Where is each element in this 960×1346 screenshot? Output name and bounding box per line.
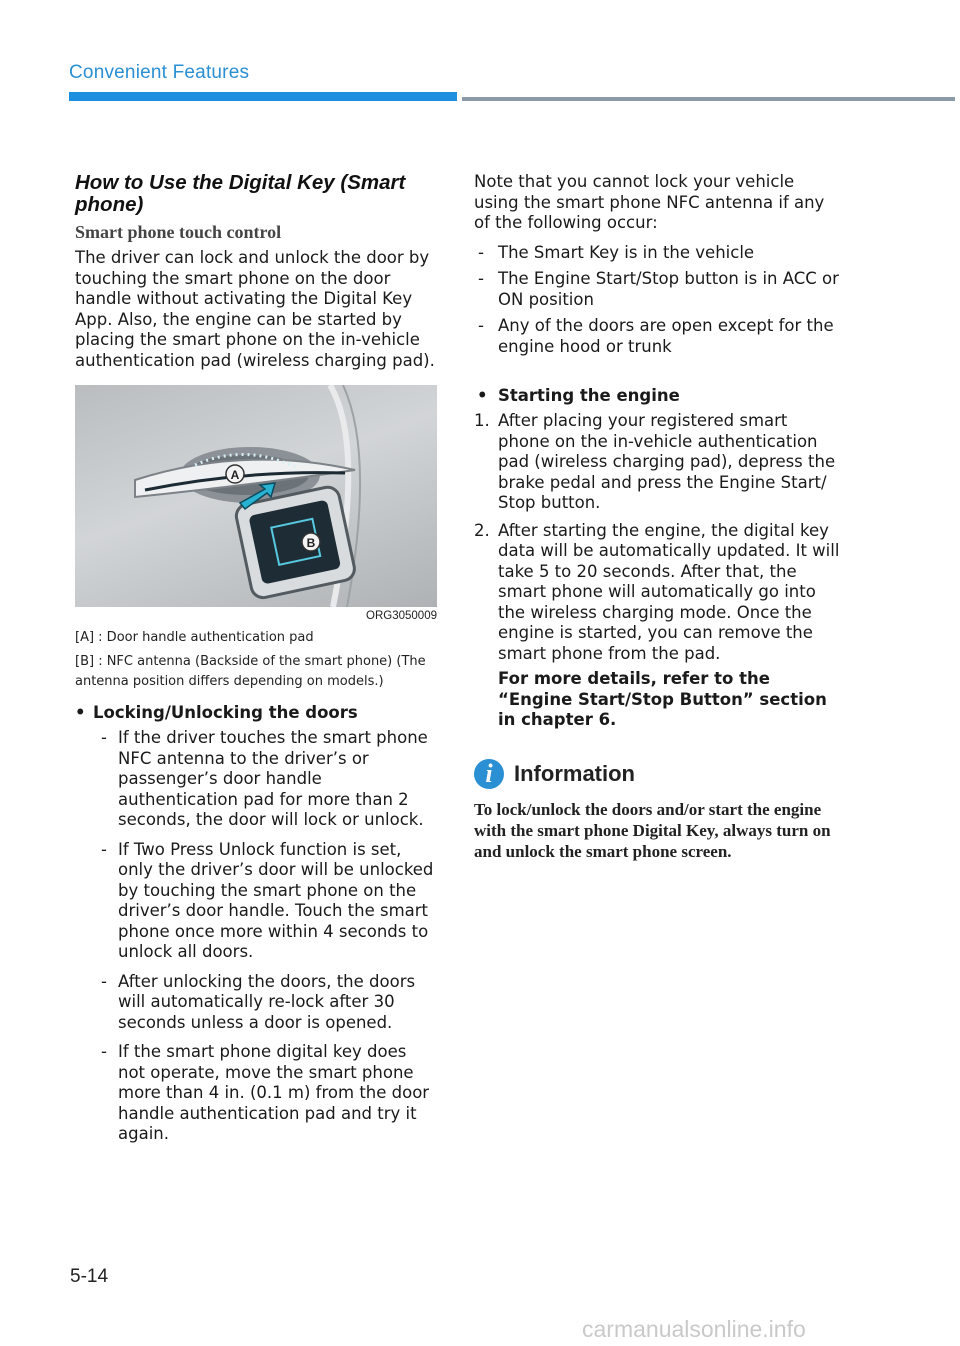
subheading: Smart phone touch control [75,222,282,242]
caption-a: [A] : Door handle authentication pad [75,630,314,645]
dash-item-text: If the driver touches the smart phone NFC antenna to the driver’s or passenger’s door handle authentication pad for more than 2 seconds, the door will lock or unlock. [118,728,428,829]
step-item [474,521,840,665]
step-number: 1. [474,411,490,430]
step-text: After placing your registered smart phone on the in-vehicle authentication pad (wireless charging pad), depress the brake pedal and press the Engine Start/ Stop button. [498,411,836,512]
door-handle-illustration [75,385,437,607]
dash-item: - The Engine Start/Stop button is in ACC or ON position [478,269,839,309]
dash-item-text: The Smart Key is in the vehicle [498,242,755,262]
dash-item: - If Two Press Unlock function is set, only the driver’s door will be unlocked by touching the smart phone on the driver’s door handle. Touch the smart phone once more within 4 seconds to unlock all doors. [101,839,434,961]
dash-item: - The Smart Key is in the vehicle [478,242,755,262]
door-handle-drawing [75,385,437,607]
bullet-dot: • [75,703,86,722]
label-a: A [230,468,240,482]
dash-item-text: If the smart phone digital key does not operate, move the smart phone more than 4 in. (0.1 m) from the door handle authentication pad and try it again. [118,1042,430,1143]
header-divider [462,97,955,101]
dash-item-text: Any of the doors are open except for the engine hood or trunk [498,316,834,356]
bullet-locking-title: Locking/Unlocking the doors [93,703,358,722]
dash-item-text: If Two Press Unlock function is set, only the driver’s door will be unlocked by touching the smart phone on the driver’s door handle. Touch the smart phone once more within 4 seconds to unlock all doors. [118,839,434,961]
label-b: B [306,536,316,550]
dash-item: - If the driver touches the smart phone NFC antenna to the driver’s or passenger’s door handle authentication pad for more than 2 seconds, the door will lock or unlock. [101,728,428,829]
information-title: Information [514,760,635,786]
bullet-starting-title: Starting the engine [498,386,680,405]
dash-item: - If the smart phone digital key does not operate, move the smart phone more than 4 in. (0.1 m) from the door handle authentication pad and try it again. [101,1042,430,1143]
header-accent-bar [69,92,457,101]
information-icon: i [474,759,504,789]
left-column [75,172,437,1145]
note-paragraph: Note that you cannot lock your vehicle using the smart phone NFC antenna if any of the following occur: [474,172,825,232]
watermark: carmanualsonline.info [582,1316,806,1342]
intro-paragraph: The driver can lock and unlock the door by touching the smart phone on the door handle without activating the Digital Key App. Also, the engine can be started by placing the smart phone on the in-vehicle authentication pad (wireless charging pad). [75,248,435,370]
bullet-starting [474,385,840,407]
figure-code: ORG3050009 [366,610,437,622]
section-title: How to Use the Digital Key (Smart phone) [75,171,406,216]
dash-item-text: The Engine Start/Stop button is in ACC or ON position [498,269,839,309]
chapter-title: Convenient Features [69,62,250,83]
step-number: 2. [474,520,490,540]
step-note-text: For more details, refer to the “Engine Start/Stop Button” section in chapter 6. [498,669,827,729]
dash-item: - After unlocking the doors, the doors will automatically re-lock after 30 seconds unless a door is opened. [101,971,416,1032]
caption-b: [B] : NFC antenna (Backside of the smart phone) (The antenna position differs depending on models.) [75,654,426,689]
page-number: 5-14 [70,1266,109,1287]
right-column [474,172,840,862]
bullet-dot: • [477,386,488,405]
step-item [474,411,840,514]
dash-item: - Any of the doors are open except for the engine hood or trunk [478,316,834,356]
bullet-locking [75,702,437,724]
dash-item-text: After unlocking the doors, the doors will automatically re-lock after 30 seconds unless a door is opened. [118,971,416,1032]
step-note [474,669,840,731]
step-text: After starting the engine, the digital key data will be automatically updated. It will take 5 to 20 seconds. After that, the smart phone will automatically go into the wireless charging mode. Once the engine is started, you can remove the smart phone from the pad. [498,520,840,663]
information-header [474,759,840,789]
information-text: To lock/unlock the doors and/or start the engine with the smart phone Digital Key, always turn on and unlock the smart phone screen. [474,799,831,861]
